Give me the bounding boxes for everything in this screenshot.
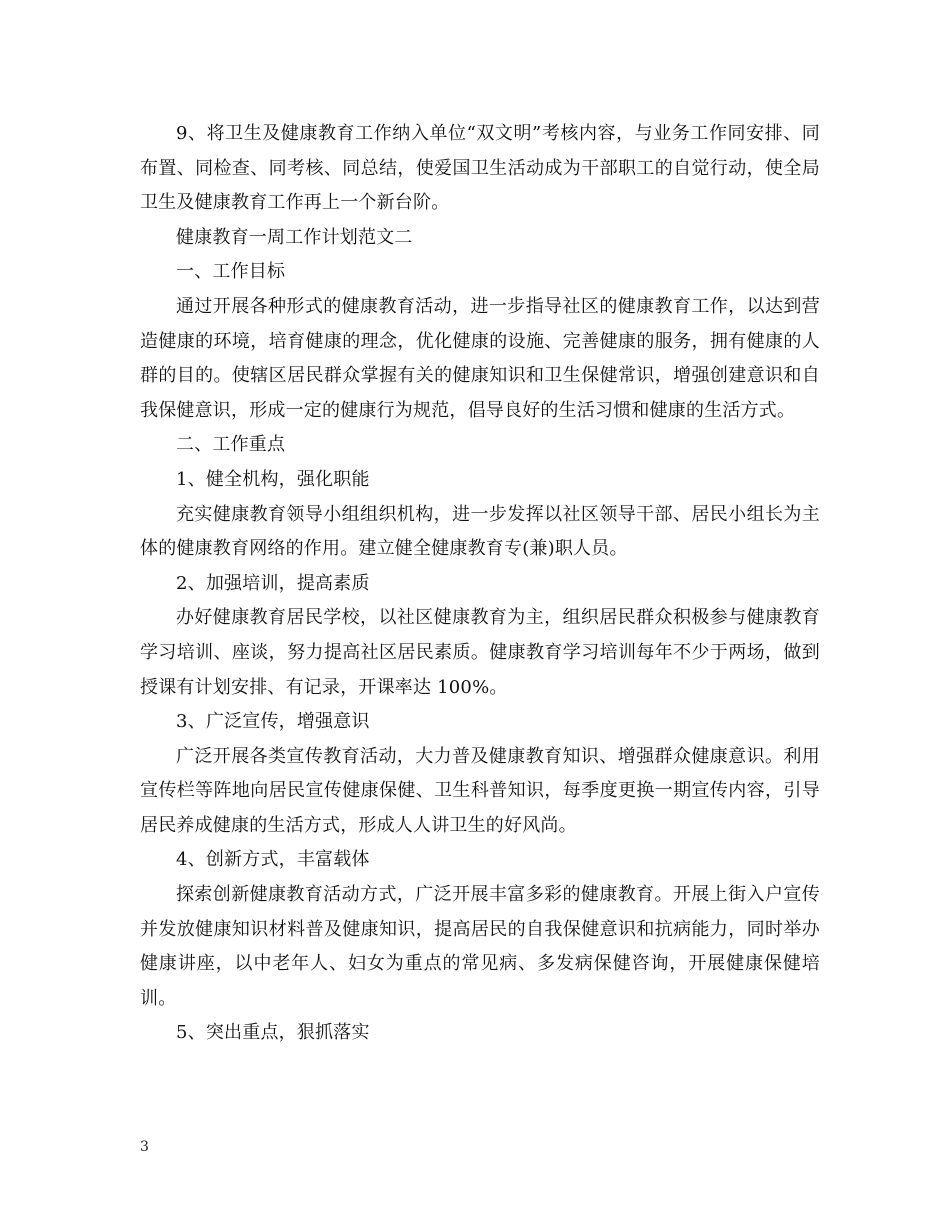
- subsection-heading: 5、突出重点，狠抓落实: [176, 1022, 370, 1044]
- paragraph: 广泛开展各类宣传教育活动，大力普及健康教育知识、增强群众健康意识。利用宣传栏等阵地向居民宣传健康保健、卫生科普知识，每季度更换一期宣传内容，引导居民养成健康的生活方式，形成人人讲卫生的好风尚。: [140, 745, 820, 836]
- document-body: [140, 117, 820, 1051]
- subsection-heading: 3、广泛宣传，增强意识: [176, 711, 370, 733]
- subsection-heading: 1、健全机构，强化职能: [176, 468, 370, 490]
- section-heading: 二、工作重点: [176, 434, 286, 456]
- section-title: 健康教育一周工作计划范文二: [176, 226, 413, 248]
- paragraph: 探索创新健康教育活动方式，广泛开展丰富多彩的健康教育。开展上街入户宣传并发放健康知识材料普及健康知识，提高居民的自我保健意识和抗病能力，同时举办健康讲座，以中老年人、妇女为重点的常见病、多发病保健咨询，开展健康保健培训。: [140, 884, 820, 1009]
- subsection-heading: 2、加强培训，提高素质: [176, 572, 370, 594]
- paragraph: 办好健康教育居民学校，以社区健康教育为主，组织居民群众积极参与健康教育学习培训、座谈，努力提高社区居民素质。健康教育学习培训每年不少于两场，做到授课有计划安排、有记录，开课率达 100%。: [140, 607, 820, 698]
- paragraph: 充实健康教育领导小组组织机构，进一步发挥以社区领导干部、居民小组长为主体的健康教育网络的作用。建立健全健康教育专(兼)职人员。: [140, 503, 820, 560]
- subsection-heading: 4、创新方式，丰富载体: [176, 849, 370, 871]
- paragraph: 9、将卫生及健康教育工作纳入单位“双文明”考核内容，与业务工作同安排、同布置、同检查、同考核、同总结，使爱国卫生活动成为干部职工的自觉行动，使全局卫生及健康教育工作再上一个新台阶。: [140, 123, 820, 214]
- section-heading: 一、工作目标: [176, 261, 286, 283]
- page-number: 3: [140, 1139, 149, 1155]
- paragraph: 通过开展各种形式的健康教育活动，进一步指导社区的健康教育工作，以达到营造健康的环境，培育健康的理念，优化健康的设施、完善健康的服务，拥有健康的人群的目的。使辖区居民群众掌握有关的健康知识和卫生保健常识，增强创建意识和自我保健意识，形成一定的健康行为规范，倡导良好的生活习惯和健康的生活方式。: [140, 295, 820, 421]
